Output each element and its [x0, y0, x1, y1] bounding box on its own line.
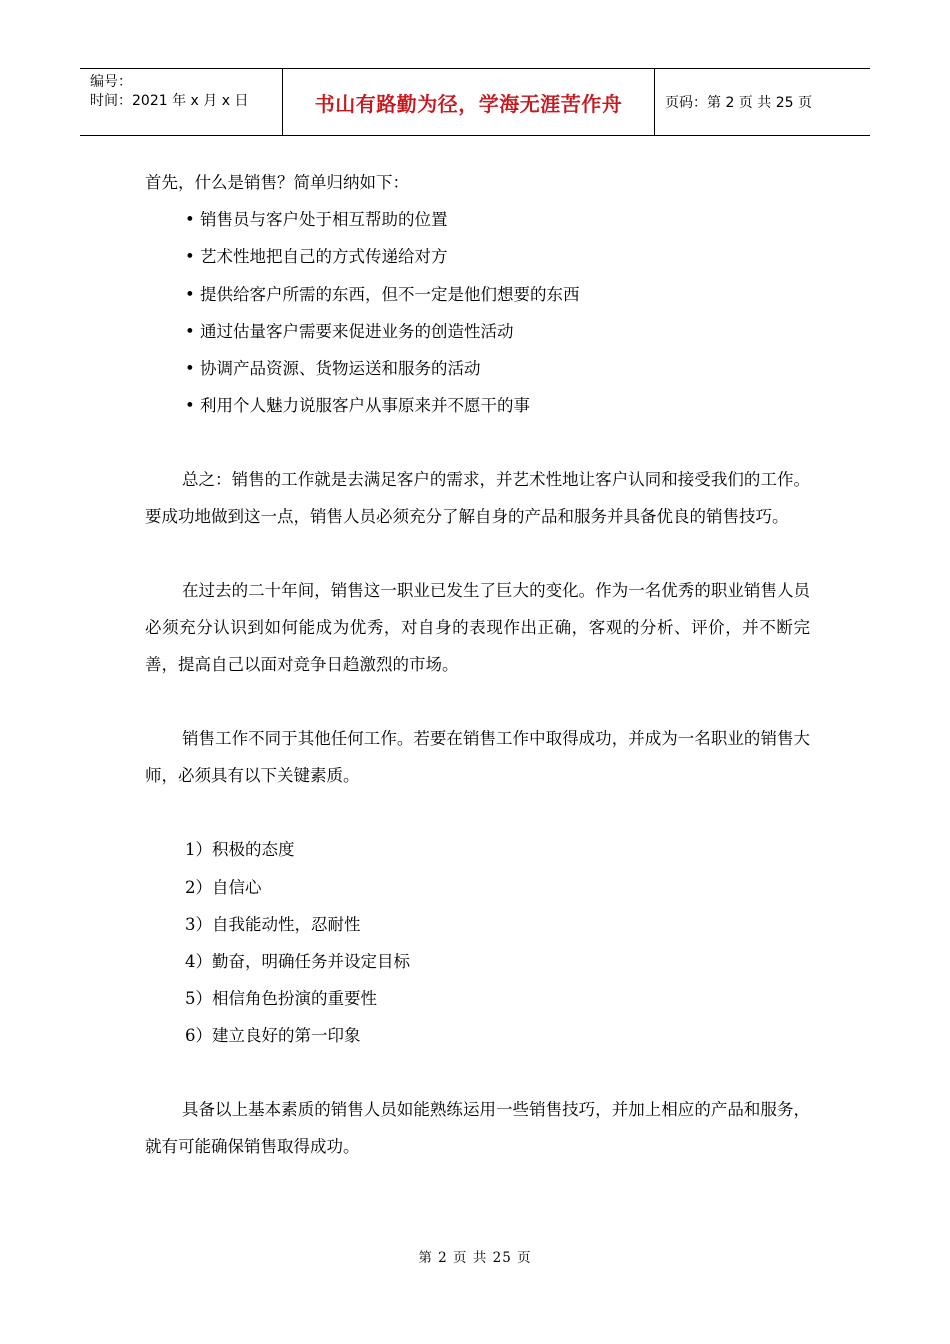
definition-list [145, 201, 810, 424]
closing-paragraph: 具备以上基本素质的销售人员如能熟练运用一些销售技巧，并加上相应的产品和服务，就有可能确保销售取得成功。 [145, 1100, 810, 1157]
page-header [80, 68, 870, 136]
list-item: • 利用个人魅力说服客户从事原来并不愿干的事 [185, 396, 530, 416]
header-page-label: 页码：第 2 页 共 25 页 [665, 95, 812, 111]
list-item: • 协调产品资源、货物运送和服务的活动 [185, 358, 481, 378]
header-motto-cell [282, 69, 655, 135]
list-item: • 艺术性地把自己的方式传递给对方 [185, 247, 448, 267]
header-meta [80, 69, 282, 135]
header-motto: 书山有路勤为径，学海无涯苦作舟 [314, 91, 623, 116]
list-item: 6）建立良好的第一印象 [185, 1026, 361, 1046]
document-body [145, 164, 810, 1165]
document-number-label: 编号： [90, 74, 132, 90]
list-item: • 提供给客户所需的东西，但不一定是他们想要的东西 [185, 284, 580, 304]
intro-line: 首先，什么是销售？简单归纳如下： [145, 173, 409, 192]
history-paragraph: 在过去的二十年间，销售这一职业已发生了巨大的变化。作为一名优秀的职业销售人员必须充分认识到如何能成为优秀，对自身的表现作出正确，客观的分析、评价，并不断完善，提高自己以面对竞争日趋激烈的市场。 [145, 581, 810, 675]
list-item: 2）自信心 [185, 877, 262, 897]
qualities-list [145, 831, 810, 1054]
document-date-label: 时间：2021 年 x 月 x 日 [90, 93, 249, 109]
qualities-intro-paragraph: 销售工作不同于其他任何工作。若要在销售工作中取得成功，并成为一名职业的销售大师，必须具有以下关键素质。 [145, 729, 810, 786]
list-item: 3）自我能动性，忍耐性 [185, 914, 361, 934]
list-item: • 销售员与客户处于相互帮助的位置 [185, 210, 448, 230]
list-item: 1）积极的态度 [185, 840, 295, 860]
header-page-info [655, 69, 870, 135]
list-item: 4）勤奋，明确任务并设定目标 [185, 951, 410, 971]
list-item: 5）相信角色扮演的重要性 [185, 989, 377, 1009]
page-footer: 第 2 页 共 25 页 [418, 1250, 532, 1266]
summary-paragraph: 总之：销售的工作就是去满足客户的需求，并艺术性地让客户认同和接受我们的工作。要成功地做到这一点，销售人员必须充分了解自身的产品和服务并具备优良的销售技巧。 [145, 470, 810, 527]
list-item: • 通过估量客户需要来促进业务的创造性活动 [185, 321, 514, 341]
